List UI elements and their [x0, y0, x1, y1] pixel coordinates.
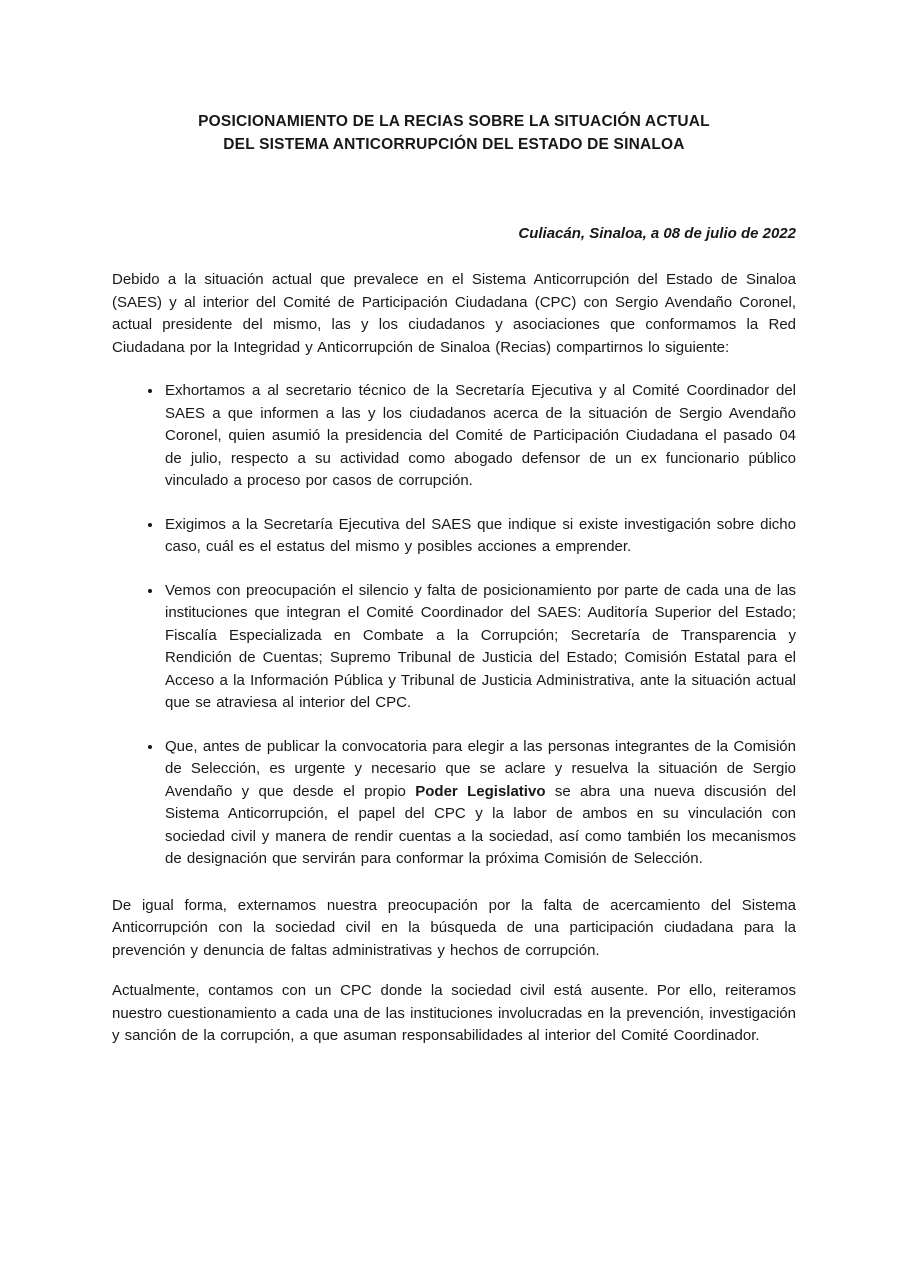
paragraph-actualmente: Actualmente, contamos con un CPC donde la sociedad civil está ausente. Por ello, reiteramos nuestro cuestionamiento a cada una de las instituciones involucradas en la prevención, investigación y sanción de la corrupción, a que asuman responsabilidades al interior del Comité Coordinador.	[112, 982, 796, 1044]
bullet-comision-seleccion	[163, 736, 796, 871]
bold-poder-legislativo: Poder Legislativo	[415, 782, 546, 800]
document-title-line2: DEL SISTEMA ANTICORRUPCIÓN DEL ESTADO DE SINALOA	[223, 136, 685, 153]
document-title	[112, 0, 796, 156]
paragraph-de-igual-forma: De igual forma, externamos nuestra preocupación por la falta de acercamiento del Sistema Anticorrupción con la sociedad civil en la búsqueda de una participación ciudadana para la prevención y denuncia de faltas administrativas y hechos de corrupción.	[112, 896, 796, 959]
bullet-vemos	[163, 580, 796, 715]
intro-paragraph: Debido a la situación actual que prevalece en el Sistema Anticorrupción del Estado de Sinaloa (SAES) y al interior del Comité de Participación Ciudadana (CPC) con Sergio Avendaño Coronel, actual presidente del mismo, las y los ciudadanos y asociaciones que conformamos la Red Ciudadana por la Integridad y Anticorrupción de Sinaloa (Recias) compartirnos lo siguiente:	[112, 271, 796, 356]
document-title-line1: POSICIONAMIENTO DE LA RECIAS SOBRE LA SITUACIÓN ACTUAL	[198, 113, 710, 130]
bullet-comision-text-before: Que, antes de publicar la convocatoria para elegir a las personas integrantes de la Comisión de Selección, es urgente y necesario que se aclare y resuelva la situación de Sergio Avendaño y que desde el propio	[165, 737, 796, 800]
document-page	[112, 0, 796, 1048]
bullet-list	[112, 380, 796, 871]
dateline: Culiacán, Sinaloa, a 08 de julio de 2022	[518, 225, 796, 242]
bullet-exigimos-text: Exigimos a la Secretaría Ejecutiva del SAES que indique si existe investigación sobre dicho caso, cuál es el estatus del mismo y posibles acciones a emprender.	[165, 515, 796, 555]
bullet-vemos-text: Vemos con preocupación el silencio y falta de posicionamiento por parte de cada una de las instituciones que integran el Comité Coordinador del SAES: Auditoría Superior del Estado; Fiscalía Especializada en Combate a la Corrupción; Secretaría de Transparencia y Rendición de Cuentas; Supremo Tribunal de Justicia del Estado; Comisión Estatal para el Acceso a la Información Pública y Tribunal de Justicia Administrativa, ante la situación actual que se atraviesa al interior del CPC.	[165, 581, 796, 711]
bullet-exhortamos-text: Exhortamos a al secretario técnico de la Secretaría Ejecutiva y al Comité Coordinador del SAES a que informen a las y los ciudadanos acerca de la situación de Sergio Avendaño Coronel, quien asumió la presidencia del Comité de Participación Ciudadana el pasado 04 de julio, respecto a su actividad como abogado defensor de un ex funcionario público vinculado a proceso por casos de corrupción.	[165, 382, 796, 489]
bullet-comision-text-after: se abra una nueva discusión del Sistema Anticorrupción, el papel del CPC y la labor de ambos en su vinculación con sociedad civil y manera de rendir cuentas a la sociedad, así como también los mecanismos de designación que servirán para conformar la próxima Comisión de Selección.	[165, 782, 796, 867]
bullet-exhortamos	[163, 380, 796, 493]
bullet-exigimos	[163, 514, 796, 559]
